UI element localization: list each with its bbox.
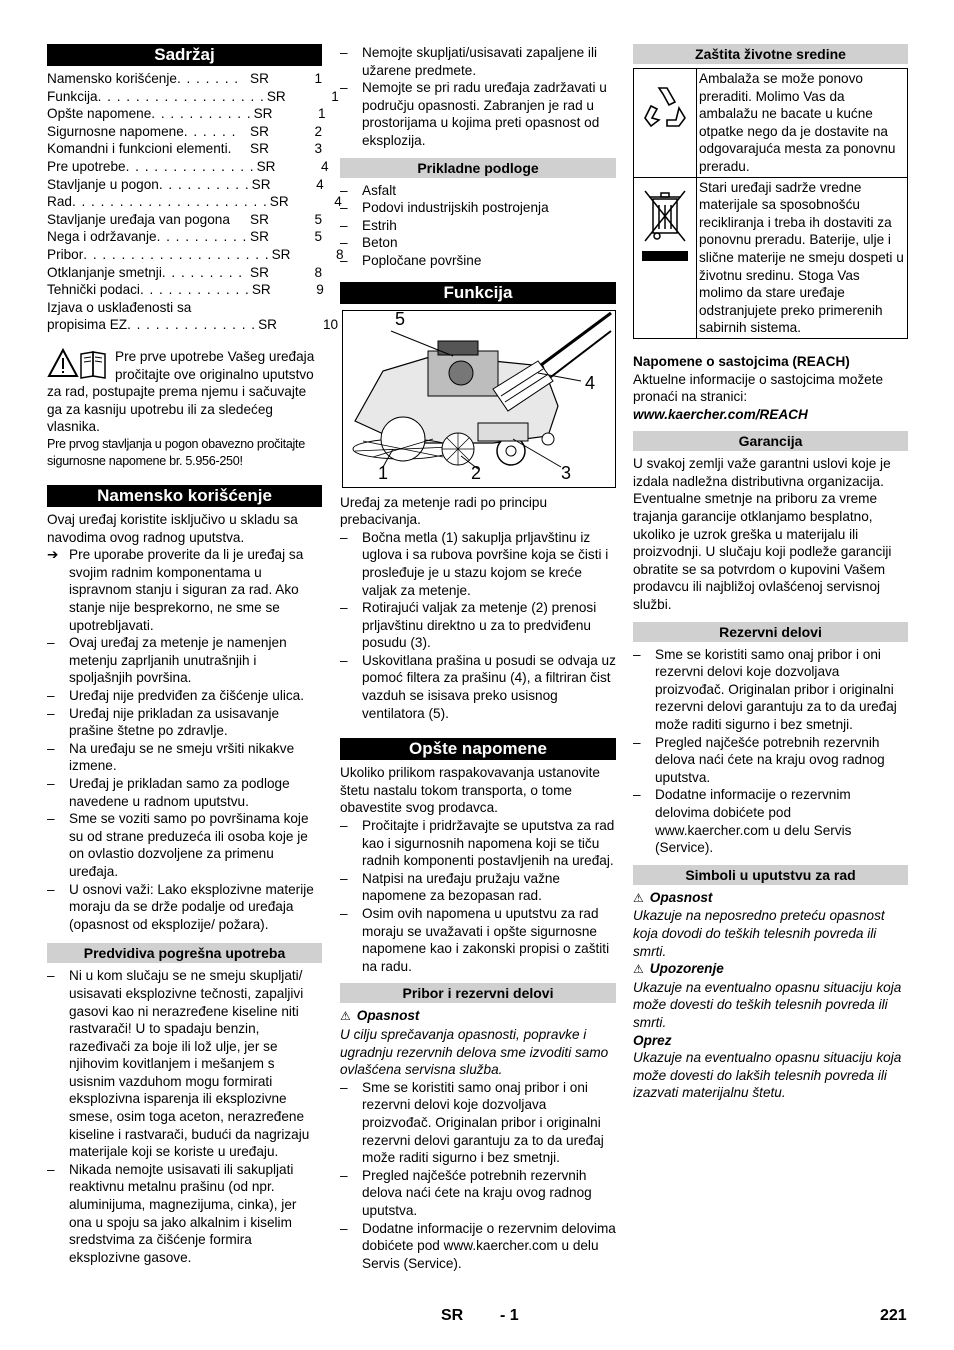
list-item: – Dodatne informacije o rezervnim delovima dobićete pod www.kaercher.com u delu Servis (Service). [633,786,908,856]
list-item: – Ovaj uređaj za metenje je namenjen metenju zaprljanih unutrašnjih i spoljašnjih površina. [47,634,322,687]
toc-item[interactable]: Sigurnosne napomene . . . . . . SR 2 [47,123,322,139]
opste-list [340,817,616,975]
list-item: – Uređaj je prikladan samo za podloge navedene u radnom uputstvu. [47,775,322,810]
list-item: – Uređaj nije predviđen za čišćenje ulica. [47,687,322,705]
list-item: – Na uređaju se ne smeju vršiti nikakve izmene. [47,740,322,775]
podloge-list [340,182,616,270]
pribor-warning: ⚠ Opasnost [340,1008,420,1024]
reach-link[interactable]: www.kaercher.com/REACH [633,406,808,422]
fig-label-1: 1 [378,462,389,483]
namensko-list [47,634,322,933]
namensko-arrow-item: ➔ Pre uporabe proverite da li je uređaj sa svojim radnim komponentama u ispravnom stanju i siguran za rad. Ako stanje nije besprekorno, ne sme se upotrebljavati. [47,547,304,633]
safety-note: Pre prvog stavljanja u pogon obavezno pročitajte sigurnosne napomene br. 5.956-250! [47,436,305,469]
funkcija-paragraph: Uređaj za metenje radi po principu prebacivanja. [340,494,548,528]
toc-item[interactable]: Opšte napomene . . . . . . . . . . . SR 1 [47,106,326,122]
list-item: – Pregled najčešće potrebnih rezervnih delova naći ćete na kraju ovog radnog uputstva. [633,734,908,787]
env-row-recycle [634,69,908,178]
footer-language: SR [441,1307,464,1324]
toc-item-declaration[interactable]: Izjava o usklađenosti sa propisima EZ . . . . . . . . . . . . . . SR 10 [47,299,339,333]
sweeper-illustration [343,308,615,487]
list-item: – Pregled najčešće potrebnih rezervnih delova naći ćete na kraju ovog radnog uputstva. [340,1167,616,1220]
reach-paragraph: Aktuelne informacije o sastojcima možete pronaći na stranici: [633,371,884,405]
symbol-danger-text: Ukazuje na neposredno preteću opasnost koja dovodi do teških telesnih povreda ili smrti. [633,908,885,959]
rezervni-list [633,646,908,857]
env-disposal-text: Stari uređaji sadrže vredne materijale sa sposobnošću recikliranja i treba ih dostaviti za ponovnu preradu. Baterije, ulje i slične materije ne smeju dospeti u životnu sredinu. Stoga Vas molimo da stare uređaje odstranjujete preko primerenih sabirnih sistema. [697,177,908,338]
toc-item[interactable]: Stavljanje uređaja van pogona SR 5 [47,211,322,227]
list-item: – Nikada nemojte usisavati ili sakupljati reaktivnu metalnu prašinu (od npr. aluminijuma, magnezijuma, cinka), jer ona u spoju sa jako alkalnim i kiselim sredstvima za čišćenje formira eksplozivne gasove. [47,1161,322,1267]
toc-item[interactable]: Otklanjanje smetnji . . . . . . . . . SR 8 [47,264,322,280]
list-item: – Natpisi na uređaju pružaju važne napomene za bezopasan rad. [340,870,616,905]
pogresna-list [47,967,322,1266]
toc-item[interactable]: Pribor . . . . . . . . . . . . . . . . . . . . SR 8 [47,246,344,262]
toc-item[interactable]: Namensko korišćenje . . . . . . . SR 1 [47,71,322,86]
warning-triangle-icon: ⚠ [633,962,644,977]
list-item: – Sme se voziti samo po površinama koje su od strane preduzeća ili osoba koje je on ovlastio dozvoljene za primenu uređaja. [47,810,322,880]
symbol-caution-text: Ukazuje na eventualno opasnu situaciju koja može dovesti do lakših telesnih povreda ili izazvati materijalnu štetu. [633,1050,902,1101]
list-item: – Uređaj nije prikladan za usisavanje prašine štetne po zdravlje. [47,705,322,740]
pribor-warning-text: U cilju sprečavanja opasnosti, popravke i ugradnju rezervnih delova sme izvoditi samo ovlašćena servisna služba. [340,1026,609,1078]
list-item: – Osim ovih napomena u uputstvu za rad moraju se uvažavati i opšte sigurnosne napomene kao i zakonski propisi o zaštiti na radu. [340,905,616,975]
list-item: – Sme se koristiti samo onaj pribor i oni rezervni delovi koje dozvoljava proizvođač. Originalan pribor i originalni rezervni delovi garantuju za to da uređaj može raditi sigurno i bez smetnji. [633,646,908,734]
recycle-icon [637,78,693,134]
symbol-danger: ⚠ Opasnost [633,889,713,905]
warning-triangle-icon: ⚠ [340,1009,351,1024]
env-row-disposal [634,177,908,338]
fig-label-3: 3 [561,462,572,483]
namensko-paragraph: Ovaj uređaj koristite isključivo u skladu sa navodima ovog radnog uputstva. [47,512,298,545]
zastita-heading: Zaštita životne sredine [633,44,908,64]
symbol-caution: Oprez [633,1032,672,1048]
env-recycle-text: Ambalaža se može ponovo preraditi. Molimo Vas da ambalažu ne bacate u kućne otpatke nego da je dostavite na odgovarajuća mesta za ponovnu preradu. [697,69,908,178]
list-item: – Pročitajte i pridržavajte se uputstva za rad kao i sigurnosnih napomena koji se tiču radnih komponenti postavljenih na uređaj. [340,817,616,870]
footer-page-number: 221 [880,1307,907,1324]
list-item: – Beton [340,234,616,252]
environment-table [633,68,908,339]
opste-heading: Opšte napomene [340,738,616,760]
footer-page-label: - 1 [500,1307,519,1324]
list-item: – Uskovitlana prašina u posudi se odvaja uz pomoć filtera za prašinu (4), a filtriran čist vazduh se isisava preko usisnog ventilatora (5). [340,652,616,722]
garancija-heading: Garancija [633,431,908,451]
toc-item[interactable]: Nega i održavanje . . . . . . . . . . SR 5 [47,229,322,245]
safety-intro-block [47,348,322,471]
list-item: – Bočna metla (1) sakuplja prljavštinu iz uglova i sa rubova površine koja se čisti i prosleđuje je u stazu kojom se kreće valjak za metenje. [340,529,616,599]
simboli-heading: Simboli u uputstvu za rad [633,865,908,885]
warning-triangle-icon: ⚠ [633,890,644,905]
warning-manual-icon [47,348,109,378]
funkcija-list [340,529,616,723]
garancija-paragraph: U svakoj zemlji važe garantni uslovi koje je izdala nadležna distributivna organizacija. Eventualne smetnje na priboru za vreme trajanja garancije otklanjamo besplatno, ukoliko je uzrok greška u materijalu ili proizvodnji. U slučaju koji podleže garanciji obratite se sa potvrdom o kupovini Vašem prodavcu ili najbližoj ovlašćenoj servisnoj službi. [633,456,892,613]
column-2 [340,44,616,1272]
podloge-heading: Prikladne podloge [340,158,616,178]
toc-item[interactable]: Funkcija . . . . . . . . . . . . . . . . . . SR 1 [47,88,339,104]
list-item: – Nemojte skupljati/usisavati zapaljene ili užarene predmete. [340,44,616,79]
toc-item[interactable]: Tehnički podaci . . . . . . . . . . . . SR 9 [47,282,324,298]
fig-label-5: 5 [395,308,406,329]
toc-heading: Sadržaj [47,44,322,66]
arrow-right-icon: ➔ [47,547,59,563]
crossed-bin-icon [637,185,693,265]
fig-label-2: 2 [471,462,482,483]
list-item: – Sme se koristiti samo onaj pribor i oni rezervni delovi koje dozvoljava proizvođač. Originalan pribor i originalni rezervni delovi garantuju za to da uređaj može raditi sigurno i bez smetnji. [340,1079,616,1167]
list-item: – Popločane površine [340,252,616,270]
symbol-warning: ⚠ Upozorenje [633,961,724,977]
fig-label-4: 4 [585,372,596,393]
list-item: – Rotirajući valjak za metenje (2) prenosi prljavštinu direktno u za to predviđenu posudu (3). [340,599,616,652]
sweeper-figure [342,310,616,488]
table-of-contents [47,70,344,299]
toc-item[interactable]: Stavljanje u pogon . . . . . . . . . . SR 4 [47,176,324,192]
toc-item[interactable]: Rad . . . . . . . . . . . . . . . . . . . . . SR 4 [47,194,342,210]
opste-paragraph: Ukoliko prilikom raspakovavanja ustanovite štetu nastalu tokom transporta, o tome obavestite svog prodavca. [340,765,600,816]
list-item: – Dodatne informacije o rezervnim delovima dobićete pod www.kaercher.com u delu Servis (Service). [340,1220,616,1273]
toc-item[interactable]: Komandni i funkcioni elementi . SR 3 [47,141,322,157]
pribor-list [340,1079,616,1273]
namensko-heading: Namensko korišćenje [47,485,322,507]
list-item: – Ni u kom slučaju se ne smeju skupljati/ usisavati eksplozivne tečnosti, zapaljivi gasovi kao ni nerazređene kiseline niti rastvarači! U to spadaju benzin, razeđivači za boje ili lož ulje, jer se njihovim kovitlanjem i mešanjem s usisnim vazduhom mogu formirati eksplozivna isparenja ili eksplozivne smese, osim toga aceton, nerazređene kiseline i rastvarači, budući da nagrizaju materijale koji se koriste u uređaju. [47,967,322,1161]
top-list [340,44,616,150]
symbol-warning-text: Ukazuje na eventualno opasnu situaciju koja može dovesti do teških telesnih povreda ili smrti. [633,979,902,1030]
column-1 [47,44,344,1266]
list-item: – Podovi industrijskih postrojenja [340,199,616,217]
reach-heading: Napomene o sastojcima (REACH) [633,353,850,369]
toc-item[interactable]: Pre upotrebe . . . . . . . . . . . . . . SR 4 [47,158,329,174]
pogresna-heading: Predvidiva pogrešna upotreba [47,943,322,963]
pribor-heading: Pribor i rezervni delovi [340,983,616,1003]
funkcija-heading: Funkcija [340,282,616,304]
safety-intro-text: Pre prve upotrebe Vašeg uređaja pročitajte ove originalno uputstvo za rad, postupajte prema njemu i sačuvajte ga za kasniju upotrebu ili za sledećeg vlasnika. [47,348,315,435]
list-item: – U osnovi važi: Lako eksplozivne materije moraju da se drže podalje od uređaja (opasnost od eksplozije/ požara). [47,881,322,934]
rezervni-heading: Rezervni delovi [633,622,908,642]
column-3 [633,44,908,1102]
list-item: – Asfalt [340,182,616,200]
list-item: – Nemojte se pri radu uređaja zadržavati u području opasnosti. Zabranjen je rad u prostorijama u kojima preti opasnost od eksplozija. [340,79,616,149]
list-item: – Estrih [340,217,616,235]
